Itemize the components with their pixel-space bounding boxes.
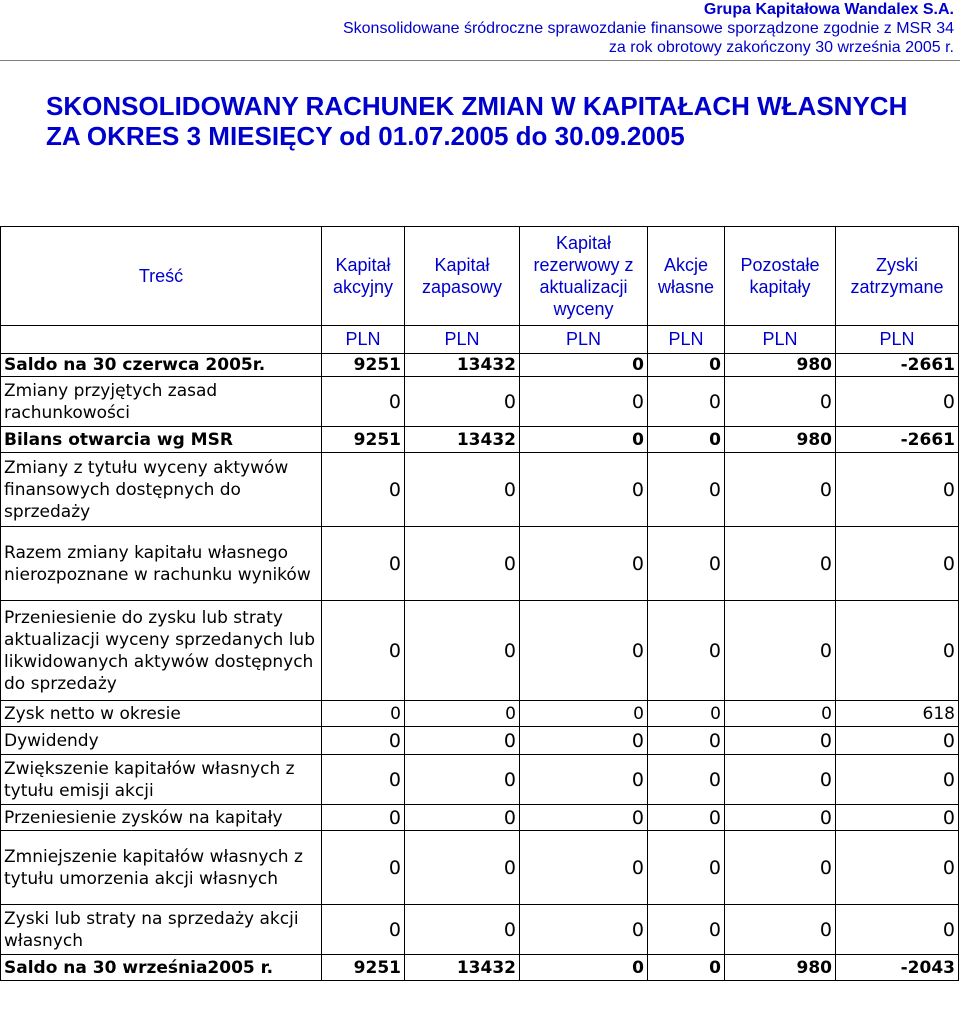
row-label: Zmniejszenie kapitałów własnych z tytułu umorzenia akcji własnych xyxy=(1,831,322,905)
value-cell: 0 xyxy=(725,905,836,955)
value-cell: 0 xyxy=(405,805,520,831)
table-row xyxy=(1,354,959,377)
value-cell: 0 xyxy=(836,453,959,527)
value-cell: 980 xyxy=(725,955,836,981)
value-cell: 0 xyxy=(405,527,520,601)
unit-cell: PLN xyxy=(405,326,520,354)
unit-cell: PLN xyxy=(322,326,405,354)
value-cell: 0 xyxy=(322,601,405,701)
value-cell: 0 xyxy=(836,805,959,831)
value-cell: 0 xyxy=(322,755,405,805)
value-cell: 0 xyxy=(405,601,520,701)
report-subtitle: Skonsolidowane śródroczne sprawozdanie finansowe sporządzone zgodnie z MSR 34 xyxy=(342,20,954,37)
row-label: Zmiany z tytułu wyceny aktywów finansowych dostępnych do sprzedaży xyxy=(1,453,322,527)
value-cell: 13432 xyxy=(405,427,520,453)
column-header: Kapitał zapasowy xyxy=(405,227,520,326)
value-cell: 0 xyxy=(648,377,725,427)
value-cell: 0 xyxy=(520,755,648,805)
units-blank-cell xyxy=(1,326,322,354)
value-cell: 0 xyxy=(648,354,725,377)
value-cell: -2661 xyxy=(836,354,959,377)
table-row xyxy=(1,831,959,905)
row-label: Bilans otwarcia wg MSR xyxy=(1,427,322,453)
column-header: Kapitał rezerwowy z aktualizacji wyceny xyxy=(520,227,648,326)
unit-cell: PLN xyxy=(648,326,725,354)
document-header xyxy=(0,0,960,57)
table-row xyxy=(1,755,959,805)
value-cell: 0 xyxy=(648,755,725,805)
column-header: Pozostałe kapitały xyxy=(725,227,836,326)
value-cell: 0 xyxy=(725,727,836,755)
value-cell: 0 xyxy=(520,453,648,527)
value-cell: 0 xyxy=(648,727,725,755)
row-label: Zysk netto w okresie xyxy=(1,701,322,727)
value-cell: 0 xyxy=(322,905,405,955)
company-name: Grupa Kapitałowa Wandalex S.A. xyxy=(703,1,954,18)
row-label: Zyski lub straty na sprzedaży akcji własnych xyxy=(1,905,322,955)
value-cell: 0 xyxy=(520,527,648,601)
value-cell: 0 xyxy=(520,905,648,955)
value-cell: 0 xyxy=(520,805,648,831)
row-label: Dywidendy xyxy=(1,727,322,755)
value-cell: 0 xyxy=(725,453,836,527)
value-cell: 0 xyxy=(648,805,725,831)
table-row xyxy=(1,701,959,727)
value-cell: 0 xyxy=(836,905,959,955)
value-cell: 0 xyxy=(322,831,405,905)
value-cell: 0 xyxy=(405,701,520,727)
table-row xyxy=(1,527,959,601)
table-row xyxy=(1,377,959,427)
units-row xyxy=(1,326,959,354)
column-header-desc: Treść xyxy=(1,227,322,326)
table-row xyxy=(1,955,959,981)
page-title-line-2: ZA OKRES 3 MIESIĘCY od 01.07.2005 do 30.09.2005 xyxy=(46,121,685,151)
column-header: Kapitał akcyjny xyxy=(322,227,405,326)
value-cell: 0 xyxy=(648,905,725,955)
value-cell: -2043 xyxy=(836,955,959,981)
value-cell: 13432 xyxy=(405,955,520,981)
value-cell: 0 xyxy=(648,527,725,601)
value-cell: 0 xyxy=(725,527,836,601)
unit-cell: PLN xyxy=(725,326,836,354)
table-row xyxy=(1,427,959,453)
value-cell: 0 xyxy=(648,427,725,453)
page-title-line-1: SKONSOLIDOWANY RACHUNEK ZMIAN W KAPITAŁACH WŁASNYCH xyxy=(46,91,908,121)
row-label: Saldo na 30 września2005 r. xyxy=(1,955,322,981)
page-title xyxy=(46,91,907,151)
value-cell: 0 xyxy=(836,377,959,427)
value-cell: 0 xyxy=(520,427,648,453)
value-cell: 0 xyxy=(322,377,405,427)
row-label: Przeniesienie zysków na kapitały xyxy=(1,805,322,831)
value-cell: 9251 xyxy=(322,427,405,453)
value-cell: 0 xyxy=(520,377,648,427)
value-cell: 0 xyxy=(520,727,648,755)
value-cell: 0 xyxy=(520,601,648,701)
value-cell: 0 xyxy=(405,727,520,755)
header-divider xyxy=(0,60,960,61)
value-cell: 0 xyxy=(322,527,405,601)
value-cell: 0 xyxy=(725,601,836,701)
row-label: Razem zmiany kapitału własnego nierozpoznane w rachunku wyników xyxy=(1,527,322,601)
column-header: Akcje własne xyxy=(648,227,725,326)
value-cell: 0 xyxy=(405,831,520,905)
row-label: Zmiany przyjętych zasad rachunkowości xyxy=(1,377,322,427)
value-cell: 0 xyxy=(648,453,725,527)
value-cell: 0 xyxy=(405,453,520,527)
value-cell: -2661 xyxy=(836,427,959,453)
unit-cell: PLN xyxy=(520,326,648,354)
value-cell: 0 xyxy=(648,701,725,727)
value-cell: 0 xyxy=(725,831,836,905)
value-cell: 0 xyxy=(725,701,836,727)
value-cell: 0 xyxy=(405,377,520,427)
value-cell: 0 xyxy=(520,955,648,981)
value-cell: 0 xyxy=(836,601,959,701)
value-cell: 0 xyxy=(836,755,959,805)
unit-cell: PLN xyxy=(836,326,959,354)
value-cell: 0 xyxy=(836,831,959,905)
value-cell: 0 xyxy=(836,727,959,755)
value-cell: 0 xyxy=(520,831,648,905)
column-header-row xyxy=(1,227,959,326)
row-label: Przeniesienie do zysku lub straty aktualizacji wyceny sprzedanych lub likwidowanych aktywów dostępnych do sprzedaży xyxy=(1,601,322,701)
value-cell: 0 xyxy=(405,755,520,805)
table-row xyxy=(1,905,959,955)
table-row xyxy=(1,601,959,701)
column-header: Zyski zatrzymane xyxy=(836,227,959,326)
value-cell: 0 xyxy=(725,755,836,805)
value-cell: 0 xyxy=(322,727,405,755)
value-cell: 0 xyxy=(322,453,405,527)
value-cell: 980 xyxy=(725,354,836,377)
value-cell: 0 xyxy=(405,905,520,955)
value-cell: 0 xyxy=(648,955,725,981)
value-cell: 0 xyxy=(322,805,405,831)
row-label: Saldo na 30 czerwca 2005r. xyxy=(1,354,322,377)
value-cell: 9251 xyxy=(322,354,405,377)
value-cell: 13432 xyxy=(405,354,520,377)
value-cell: 0 xyxy=(648,601,725,701)
value-cell: 0 xyxy=(520,701,648,727)
table-row xyxy=(1,453,959,527)
value-cell: 618 xyxy=(836,701,959,727)
value-cell: 0 xyxy=(648,831,725,905)
value-cell: 0 xyxy=(322,701,405,727)
value-cell: 0 xyxy=(725,805,836,831)
equity-changes-table xyxy=(0,226,959,981)
report-period: za rok obrotowy zakończony 30 września 2005 r. xyxy=(608,39,954,56)
table-row xyxy=(1,805,959,831)
value-cell: 0 xyxy=(725,377,836,427)
row-label: Zwiększenie kapitałów własnych z tytułu emisji akcji xyxy=(1,755,322,805)
value-cell: 0 xyxy=(520,354,648,377)
value-cell: 9251 xyxy=(322,955,405,981)
table-row xyxy=(1,727,959,755)
value-cell: 0 xyxy=(836,527,959,601)
value-cell: 980 xyxy=(725,427,836,453)
